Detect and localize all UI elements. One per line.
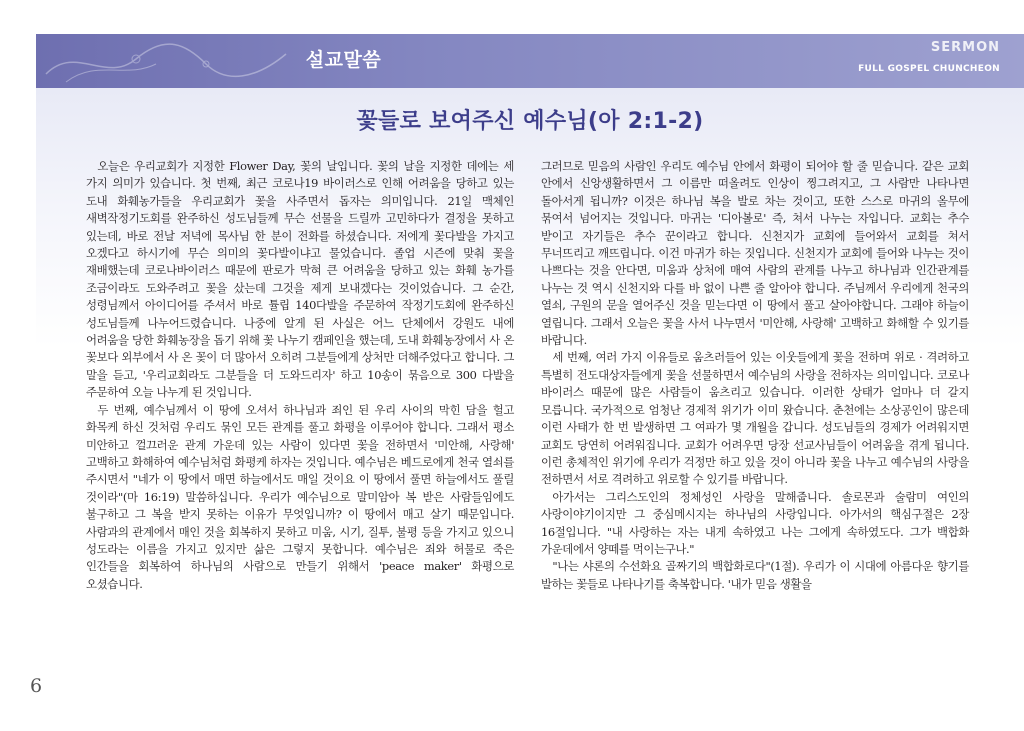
sermon-title: 꽃들로 보여주신 예수님(아 2:1-2) [356,109,704,134]
paragraph: 아가서는 그리스도인의 정체성인 사랑을 말해줍니다. 솔로몬과 술람미 여인의 사랑이야기이지만 그 중심메시지는 하나님의 사랑입니다. 아가서의 핵심구절은 2장 16절입니다. "내 사랑하는 자는 내게 속하였고 나는 그에게 속하였도다. 그가 백합화 가운데에서 양떼를 먹이는구나." [541,489,969,556]
paragraph: 그러므로 믿음의 사람인 우리도 예수님 안에서 화평이 되어야 할 줄 믿습니다. 같은 교회 안에서 신앙생활하면서 그 이름만 떠올려도 인상이 찡그려지고, 그 사람만 나타나면 돌아서게 됩니까? 이것은 하나님 복을 발로 차는 것이고, 또한 스스로 마귀의 올무에 묶여서 넘어지는 것입니다. 마귀는 '디아볼로' 즉, 쳐서 나누는 자입니다. 교회는 추수 받이고 자기들은 추수 꾼이라고 합니다. 신천지가 교회에 들어와서 교회를 쳐서 무너뜨리고 깨뜨립니다. 이건 마귀가 하는 짓입니다. 신천지가 교회에 들어와 나누는 것이 나쁘다는 것을 안다면, 미움과 상처에 매여 사람의 관계를 나누고 하나님과 인간관계를 나누는 것 역시 신천지와 다를 바 없이 나쁜 줄 알아야 합니다. 주님께서 우리에게 천국의 열쇠, 구원의 문을 열어주신 것을 믿는다면 이 땅에서 풀고 살아야합니다. 그래야 하늘이 열립니다. 그래서 오늘은 꽃을 사서 나누면서 '미안해, 사랑해' 고백하고 화해할 수 있기를 바랍니다. [541,159,969,348]
paragraph: "나는 샤론의 수선화요 골짜기의 백합화로다"(1절). 우리가 이 시대에 아름다운 향기를 발하는 꽃들로 나타나기를 축복합니다. '내가 믿음 생활을 [541,559,969,591]
brand-title: SERMON [930,40,1000,55]
page-number: 6 [30,675,43,697]
brand-block [858,40,1000,74]
paragraph: 오늘은 우리교회가 지정한 Flower Day, 꽃의 날입니다. 꽃의 날을 지정한 데에는 세 가지 의미가 있습니다. 첫 번째, 최근 코로나19 바이러스로 인해 어려움을 당하고 있는 도내 화훼농가들을 우리교회가 꽃을 사주면서 돕자는 의미입니다. 21일 맥체인 새벽작정기도회를 완주하신 성도님들께 무슨 선물을 드릴까 고민하다가 결정을 못하고 있는데, 바로 전날 저녁에 목사님 한 분이 전화를 하셨습니다. 저에게 꽃다발을 가지고 오겠다고 하시기에 무슨 의미의 꽃다발이냐고 물었습니다. 졸업 시즌에 맞춰 꽃을 재배했는데 코로나바이러스 때문에 판로가 막혀 큰 어려움을 당하고 있는 화훼 농가를 조금이라도 도와주려고 꽃을 샀는데 그것을 제게 보내겠다는 것이었습니다. 그 순간, 성령님께서 아이디어를 주셔서 바로 튤립 140다발을 주문하여 작정기도회에 완주하신 성도님들께 나누어드렸습니다. 나중에 알게 된 사실은 어느 단체에서 강원도 내에 어려움을 당한 화훼농장을 돕기 위해 꽃 나누기 캠페인을 했는데, 도내 화훼농장에서 사 온 꽃보다 외부에서 사 온 꽃이 더 많아서 오히려 그분들에게 상처만 더해주었다고 합니다. 그 말을 듣고, '우리교회라도 그분들을 더 도와드리자' 하고 10송이 묶음으로 300 다발을 주문하여 오늘 나누게 된 것입니다. [86,159,514,400]
left-column [86,158,514,593]
brand-subtitle: FULL GOSPEL CHUNCHEON [858,64,1000,74]
right-column [541,158,969,593]
section-label: 설교말씀 [305,48,382,71]
paragraph: 두 번째, 예수님께서 이 땅에 오셔서 하나님과 죄인 된 우리 사이의 막힌 담을 헐고 화목케 하신 것처럼 우리도 묶인 모든 관계를 풀고 화평을 이루어야 합니다. 그래서 평소 미안하고 껄끄러운 관계 가운데 있는 사람이 있다면 꽃을 전하면서 '미안해, 사랑해' 고백하고 화해하여 예수님처럼 화평케 하자는 것입니다. 예수님은 베드로에게 천국 열쇠를 주시면서 "네가 이 땅에서 매면 하늘에서도 매일 것이요 이 땅에서 풀면 하늘에서도 풀릴 것이라"(마 16:19) 말씀하십니다. 우리가 예수님으로 말미암아 복 받은 사람들임에도 불구하고 그 복을 받지 못하는 이유가 무엇입니까? 이 땅에서 매고 살기 때문입니다. 사람과의 관계에서 매인 것을 회복하지 못하고 미움, 시기, 질투, 불평 등을 가지고 있으니 성도라는 이름을 가지고 있지만 삶은 그렇지 못합니다. 예수님은 죄와 허물로 죽은 인간들을 회복하여 하나님의 사람으로 만들기 위해서 'peace maker' 화평으로 오셨습니다. [86,402,514,591]
header-band [36,34,1024,88]
paragraph: 세 번째, 여러 가지 이유들로 움츠러들어 있는 이웃들에게 꽃을 전하며 위로 · 격려하고 특별히 전도대상자들에게 꽃을 선물하면서 예수님의 사랑을 전하자는 의미입니다. 코로나 바이러스 때문에 많은 사람들이 움츠리고 있습니다. 이러한 상태가 얼마나 더 갈지 모릅니다. 국가적으로 엄청난 경제적 위기가 이미 왔습니다. 춘천에는 소상공인이 많은데 이런 사태가 한 번 발생하면 그 여파가 몇 개월을 갑니다. 성도님들의 경제가 어려워지면 교회도 당연히 어려워집니다. 교회가 어려우면 당장 선교사님들이 어려움을 겪게 됩니다. 이런 총체적인 위기에 우리가 걱정만 하고 있을 것이 아니라 꽃을 나누고 예수님의 사랑을 전하면서 서로 격려하고 위로할 수 있기를 바랍니다. [541,350,969,487]
section-tab [276,34,411,88]
